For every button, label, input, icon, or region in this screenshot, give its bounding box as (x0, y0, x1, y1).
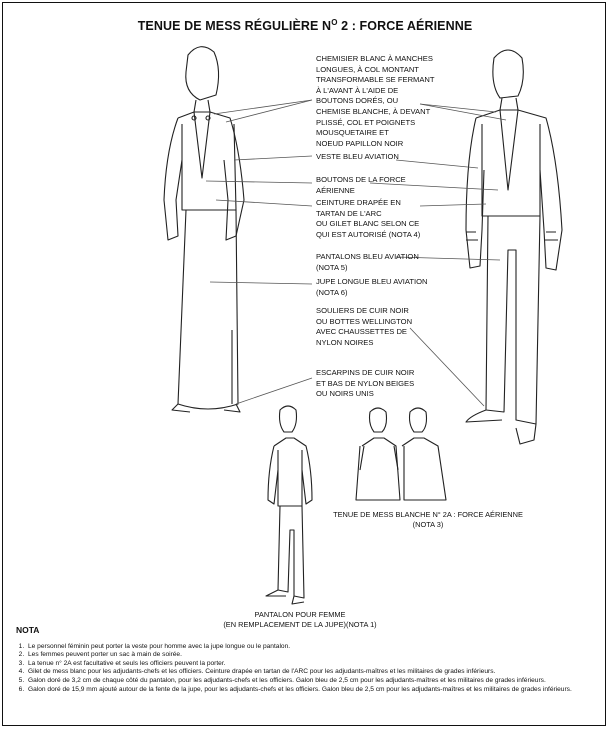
note-item: 1. Le personnel féminin peut porter la veste pour homme avec la jupe longue ou le pantalon. (26, 643, 596, 652)
woman-figure-pants (266, 406, 312, 604)
note-item: 3. La tenue n° 2A est facultative et seuls les officiers peuvent la porter. (26, 660, 596, 669)
notes-section (16, 626, 596, 694)
page-title: TENUE DE MESS RÉGULIÈRE $N^O$ 2 : FORCE AÉRIENNE (137, 18, 473, 34)
label-shoes: SOULIERS DE CUIR NOIR OU BOTTES WELLINGTON AVEC CHAUSSETTES DE NYLON NOIRES (316, 306, 413, 347)
label-trousers: PANTALONS BLEU AVIATION (NOTA 5) (316, 252, 419, 272)
caption-white-mess: TENUE DE MESS BLANCHE N° 2A : FORCE AÉRIENNE (NOTA 3) (333, 510, 523, 529)
label-jacket: VESTE BLEU AVIATION (316, 152, 399, 161)
man-figure-large (466, 50, 562, 444)
label-shirt: CHEMISIER BLANC À MANCHES LONGUES, À COL MONTANT TRANSFORMABLE SE FERMANT À L'AVANT À L'AIDE DE BOUTONS DORÉS, OU CHEMISE BLANCHE, À DEVANT PLISSÉ, COL ET POIGNETS MOUSQUETAIRE ET NOEUD PAPILLON NOIR (316, 54, 435, 148)
white-mess-figures (356, 408, 446, 500)
note-item: 2. Les femmes peuvent porter un sac à main de soirée. (26, 651, 596, 660)
note-item: 5. Galon doré de 3,2 cm de chaque côté du pantalon, pour les adjudants-chefs et les officiers. Galon bleu de 2,5 cm pour les adjudants-maîtres et les militaires de grades inférieurs. (26, 677, 596, 686)
label-pumps: ESCARPINS DE CUIR NOIR ET BAS DE NYLON BEIGES OU NOIRS UNIS (316, 368, 415, 399)
note-item: 6. Galon doré de 15,9 mm ajouté autour de la fente de la jupe, pour les adjudants-chefs et les officiers. Galon bleu de 2,5 cm pour les adjudants-maîtres et les militaires de grades inférieurs. (26, 686, 596, 695)
label-skirt: JUPE LONGUE BLEU AVIATION (NOTA 6) (316, 277, 428, 297)
woman-figure-skirt (164, 47, 244, 412)
caption-pants-women: PANTALON POUR FEMME (EN REMPLACEMENT DE LA JUPE)(NOTA 1) (223, 610, 377, 629)
label-buttons: BOUTONS DE LA FORCE AÉRIENNE (316, 175, 406, 195)
notes-list (16, 643, 596, 695)
notes-heading: NOTA (16, 625, 40, 635)
note-item: 4. Gilet de mess blanc pour les adjudants-chefs et les officiers. Ceinture drapée en tartan de l'ARC pour les adjudants-maîtres et les militaires de grades inférieurs. (26, 668, 596, 677)
label-sash: CEINTURE DRAPÉE EN TARTAN DE L'ARC OU GILET BLANC SELON CE QUI EST AUTORISÉ (NOTA 4) (316, 198, 421, 239)
